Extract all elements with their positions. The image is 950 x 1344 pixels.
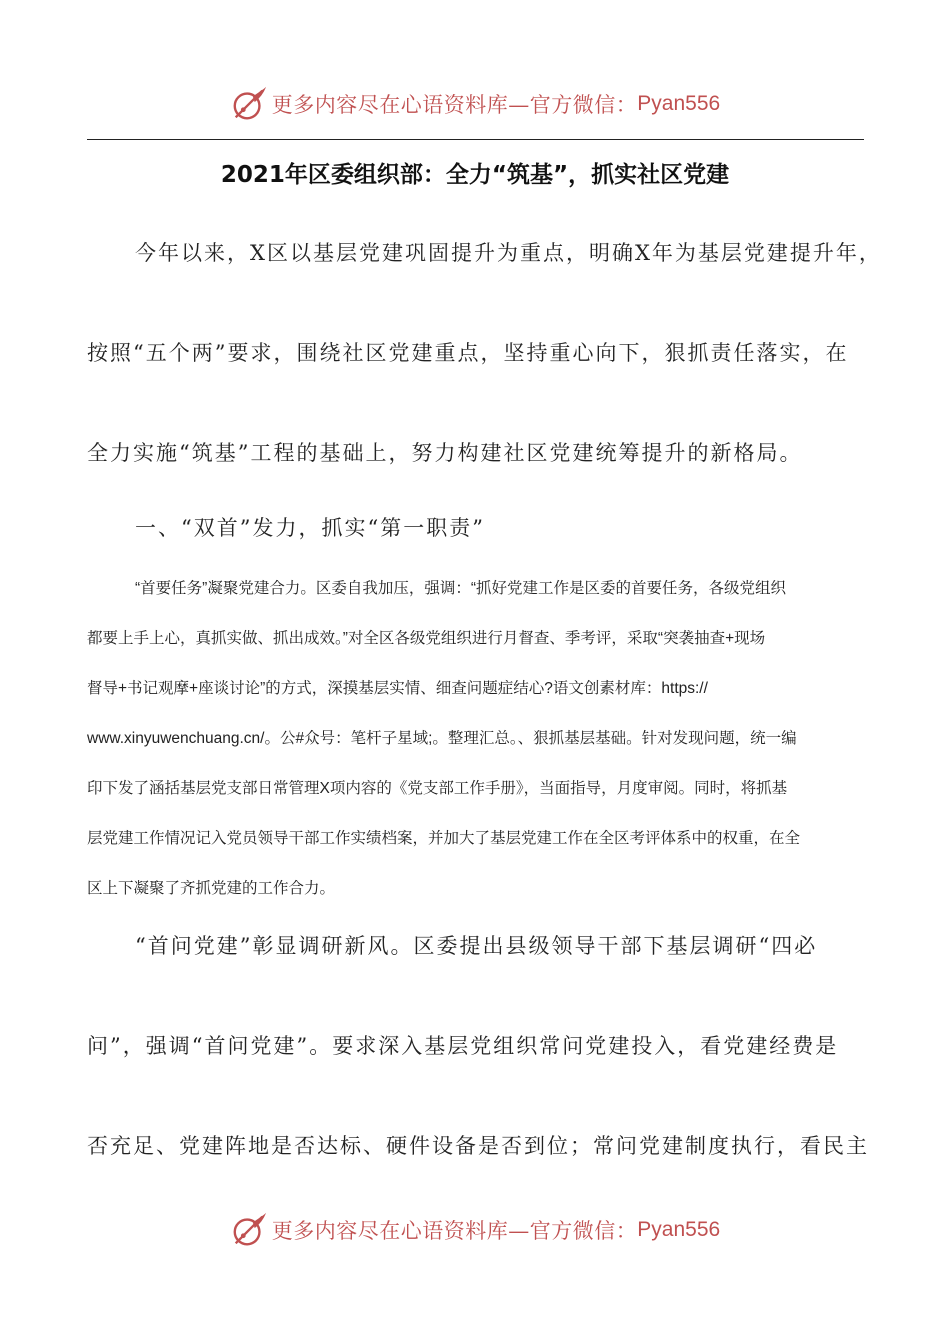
wechat-id: Pyan556 bbox=[637, 1218, 721, 1241]
small-para-line: 区上下凝聚了齐抓党建的工作合力。 bbox=[87, 880, 336, 897]
intro-line: 今年以来，X区以基层党建巩固提升为重点，明确X年为基层党建提升年， bbox=[135, 241, 882, 265]
wechat-id: Pyan556 bbox=[637, 92, 721, 115]
small-para-line: 层党建工作情况记入党员领导干部工作实绩档案，并加大了基层党建工作在全区考评体系中的权重，在全 bbox=[87, 830, 801, 847]
intro-line: 按照“五个两”要求，围绕社区党建重点，坚持重心向下，狠抓责任落实，在 bbox=[87, 341, 849, 365]
document-title: 2021年区委组织部：全力“筑基”，抓实社区党建 bbox=[220, 162, 730, 188]
small-para-line: 督导+书记观摩+座谈讨论”的方式，深摸基层实情、细查问题症结心?语文创素材库：https:// bbox=[87, 680, 708, 697]
banner-text: 更多内容尽在心语资料库—官方微信： bbox=[271, 1219, 638, 1243]
small-para-line: “首要任务”凝聚党建合力。区委自我加压，强调：“抓好党建工作是区委的首要任务，各级党组织 bbox=[135, 580, 786, 597]
small-para-line: www.xinyuwenchuang.cn/。公#众号：笔杆子星域;。整理汇总。、狠抓基层基础。针对发现问题，统一编 bbox=[87, 730, 797, 747]
footer-banner bbox=[0, 1208, 950, 1252]
small-para-line: 印下发了涵括基层党支部日常管理X项内容的《党支部工作手册》，当面指导，月度审阅。同时，将抓基 bbox=[87, 780, 788, 797]
banner-text: 更多内容尽在心语资料库—官方微信： bbox=[271, 93, 638, 117]
header-divider bbox=[87, 139, 864, 140]
intro-line: 全力实施“筑基”工程的基础上，努力构建社区党建统筹提升的新格局。 bbox=[87, 441, 803, 465]
body-line: 问”，强调“首问党建”。要求深入基层党组织常问党建投入，看党建经费是 bbox=[87, 1034, 839, 1058]
header-banner bbox=[0, 82, 950, 126]
quill-logo-icon bbox=[230, 1211, 268, 1249]
body-line: 否充足、党建阵地是否达标、硬件设备是否到位；常问党建制度执行，看民主 bbox=[87, 1134, 869, 1158]
small-para-line: 都要上手上心，真抓实做、抓出成效。”对全区各级党组织进行月督查、季考评，采取“突袭抽查+现场 bbox=[87, 630, 766, 647]
body-line: “首问党建”彰显调研新风。区委提出县级领导干部下基层调研“四必 bbox=[135, 934, 818, 958]
section-heading: 一、“双首”发力，抓实“第一职责” bbox=[135, 516, 485, 540]
quill-logo-icon bbox=[230, 85, 268, 123]
